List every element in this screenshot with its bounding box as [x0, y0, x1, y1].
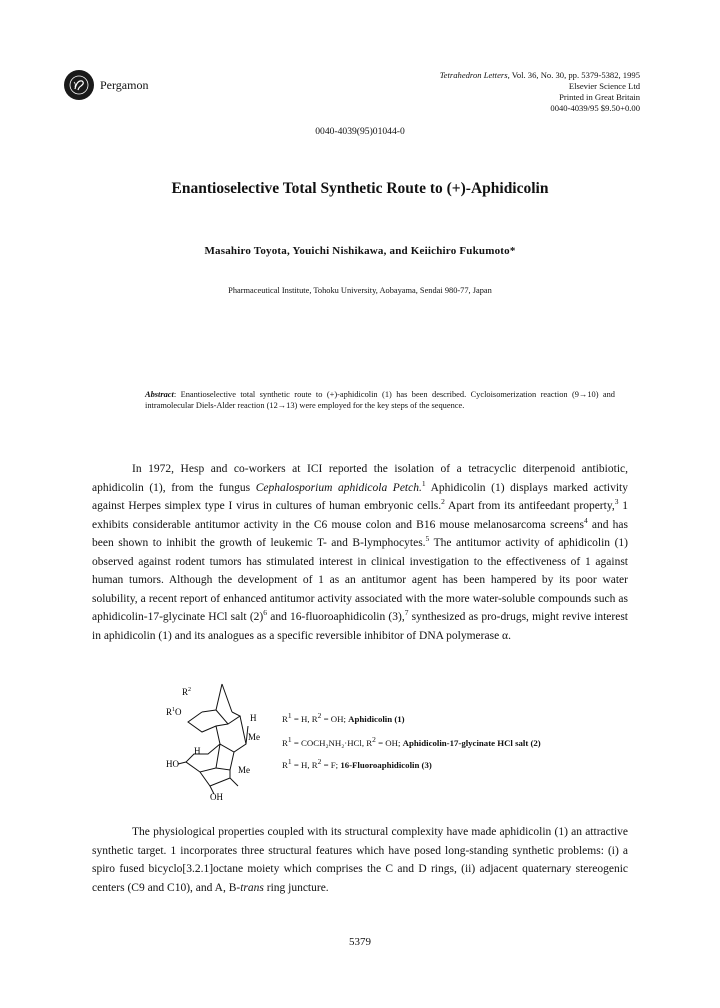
journal-citation-line — [440, 70, 640, 81]
ref-7: 7 — [404, 608, 409, 618]
me-label-2: Me — [238, 765, 250, 775]
second-paragraph-tail: ring juncture. — [263, 881, 329, 894]
ref-5: 5 — [425, 534, 430, 544]
me-label-1: Me — [248, 732, 260, 742]
ref-4: 4 — [583, 515, 588, 525]
ref-6: 6 — [263, 608, 267, 618]
author-list: Masahiro Toyota, Youichi Nishikawa, and Keiichiro Fukumoto* — [204, 245, 516, 257]
ref-3: 3 — [614, 497, 619, 507]
intro-text-4: 1 exhibits considerable antitumor activity in the C6 mouse colon and B16 mouse melanosarcoma screens — [92, 500, 628, 531]
intro-text-3: Apart from its antifeedant property, — [444, 500, 615, 512]
affiliation: Pharmaceutical Institute, Tohoku University, Aobayama, Sendai 980-77, Japan — [228, 286, 492, 295]
publisher-logo-block — [64, 70, 148, 100]
intro-paragraph — [92, 460, 628, 645]
article-title: Enantioselective Total Synthetic Route to (+)-Aphidicolin — [171, 180, 549, 197]
r1o-label: $R^1O$ — [166, 707, 182, 717]
intro-text-5: and has been shown to inhibit the growth of leukemic T- and B-lymphocytes. — [92, 518, 628, 549]
abstract-text: : Enantioselective total synthetic route to (+)-aphidicolin (1) has been described. Cycloisomerization reaction (9→10) and intramolecular Diels-Alder reaction (12→13) were employed for the key steps of the sequence. — [145, 390, 615, 410]
ref-2: 2 — [441, 497, 445, 507]
journal-citation: , Vol. 36, No. 30, pp. 5379-5382, 1995 — [507, 70, 640, 80]
page-number: 5379 — [349, 936, 371, 948]
r2-label: $R^2$ — [182, 687, 192, 697]
fungus-name: Cephalosporium aphidicola Petch. — [255, 481, 422, 494]
journal-name: Tetrahedron Letters — [439, 70, 508, 80]
oh-label: OH — [210, 792, 223, 800]
h-mid-label: H — [194, 746, 201, 756]
compound-1: $R^1 = H$, $R^2$ = OH; Aphidicolin (1) — [282, 711, 405, 724]
compound-2: $R^1$ = COCH₂NH₂·HCl, $R^2$ = OH; Aphidicolin-17-glycinate HCl salt (2) — [282, 735, 541, 748]
copyright-line: Elsevier Science Ltd — [568, 81, 640, 91]
intro-text-8: synthesized as pro-drugs, might revive interest in aphidicolin (1) and its analogues as a specific reversible inhibitor of DNA polymerase α. — [92, 611, 628, 642]
second-paragraph — [92, 823, 628, 897]
intro-text-6: The antitumor activity of aphidicolin (1) observed against rodent tumors has stimulated interest in clinical investigation to the effectiveness of 1 against human tumors. Although the development of 1 as an antitumor agent has been hampered by its poor water solubility, a recent report of enhanced antitumor activity associated with the more water-soluble compounds such as aphidicolin-17-glycinate HCl salt (2) — [92, 537, 628, 623]
pii-code: 0040-4039(95)01044-0 — [315, 126, 405, 137]
aphidicolin-structure — [166, 682, 274, 800]
printed-line: Printed in Great Britain — [559, 92, 640, 102]
second-paragraph-text: The physiological properties coupled with its structural complexity have made aphidicolin (1) an attractive synthetic target. 1 incorporates three structural features which have posed long-standing synthetic problems: (i) a spiro fused bicyclo[3.2.1]octane moiety which comprises the C and D rings, (ii) adjacent quaternary stereogenic centers (C9 and C10), and A, B- — [92, 826, 628, 894]
intro-text-2: Aphidicolin (1) displays marked activity against Herpes simplex type I virus in cultures of human embryonic cells. — [92, 481, 628, 512]
journal-info — [440, 70, 640, 114]
pergamon-logo-icon — [64, 70, 94, 100]
abstract-label: Abstract — [145, 390, 174, 399]
trans-term: trans — [240, 881, 264, 894]
h-top-label: H — [250, 713, 257, 723]
issn-price-line: 0040-4039/95 $9.50+0.00 — [550, 103, 640, 113]
compound-3: $R^1 = H$, $R^2 = F$; 16-Fluoroaphidicolin (3) — [282, 757, 432, 770]
publisher-name: Pergamon — [100, 77, 149, 92]
intro-text-7: and 16-fluoroaphidicolin (3), — [267, 611, 405, 623]
intro-text-1: In 1972, Hesp and co-workers at ICI reported the isolation of a tetracyclic diterpenoid antibiotic, aphidicolin (1), from the fungus — [92, 463, 628, 494]
ref-1: 1 — [421, 478, 426, 488]
ho-label: HO — [166, 759, 179, 769]
abstract — [145, 390, 615, 411]
